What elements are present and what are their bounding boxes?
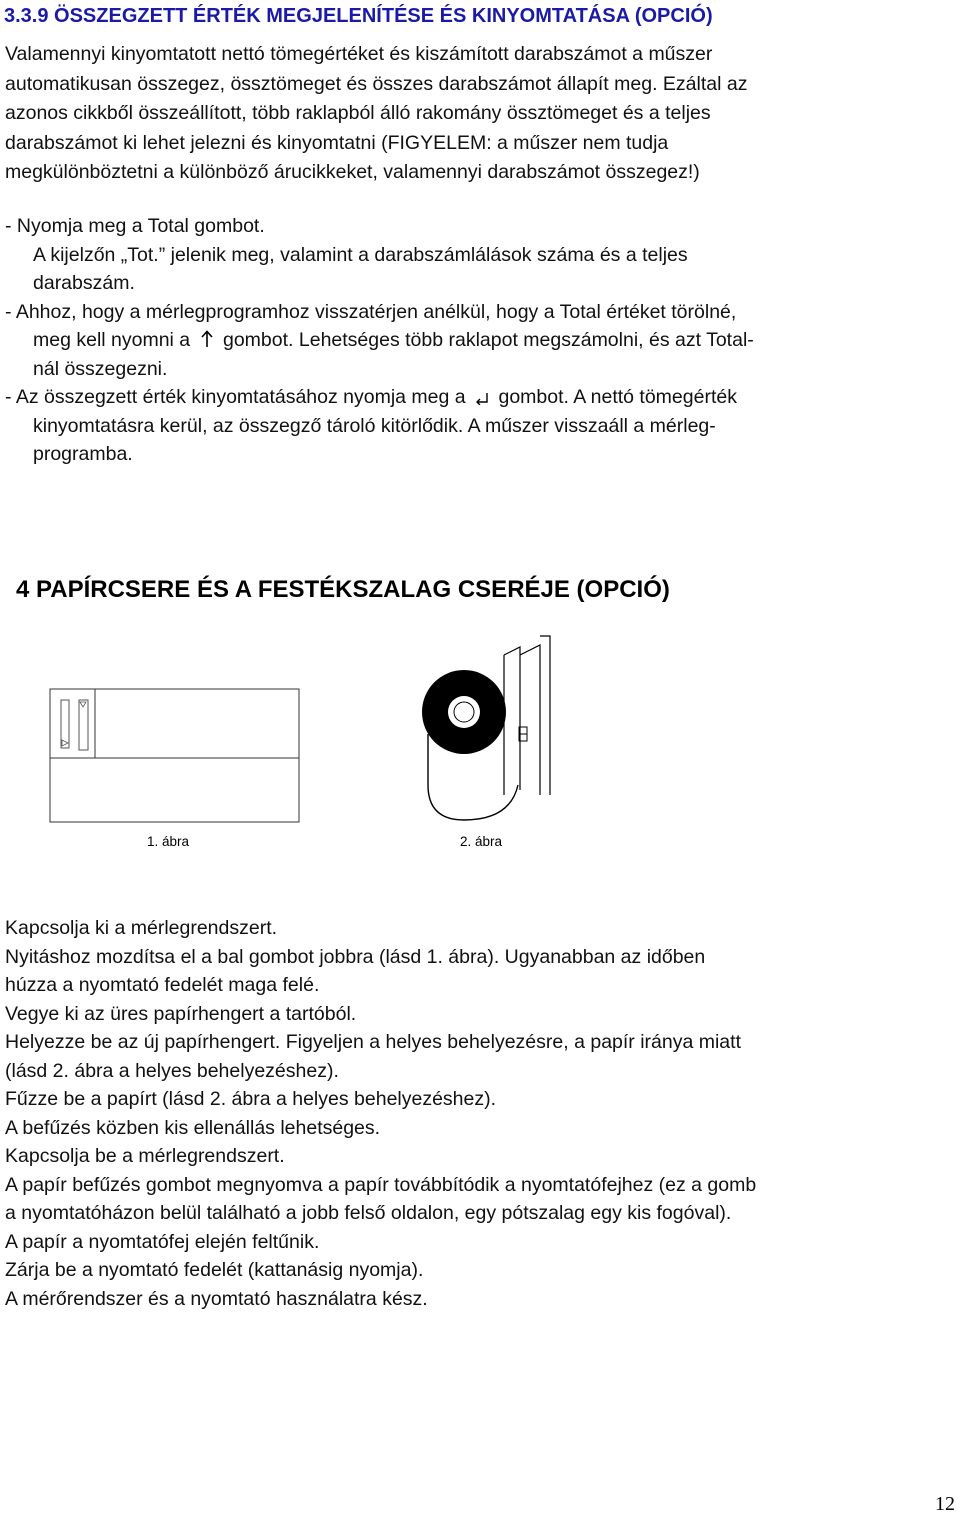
step-text: gombot. Lehetséges több raklapot megszámolni, és azt Total- (217, 329, 754, 351)
intro-paragraph (5, 40, 955, 188)
steps-list (5, 212, 955, 469)
instruction-line: Zárja be a nyomtató fedelét (kattanásig nyomja). (5, 1259, 424, 1281)
instruction-line: Fűzze be a papírt (lásd 2. ábra a helyes behelyezéshez). (5, 1088, 497, 1110)
figure-1-caption: 1. ábra (147, 834, 190, 849)
enter-return-icon (471, 383, 493, 412)
instruction-line: A befűzés közben kis ellenállás lehetséges. (5, 1116, 381, 1139)
step-line: A kijelzőn „Tot.” jelenik meg, valamint a darabszámlálások száma és a teljes (33, 243, 688, 266)
step-line (5, 326, 955, 355)
step-text: meg kell nyomni a (33, 329, 196, 351)
step-line: - Ahhoz, hogy a mérlegprogramhoz visszatérjen anélkül, hogy a Total értéket törölné, (5, 300, 737, 323)
intro-line: azonos cikkből összeállított, több raklapból álló rakomány össztömeget és a teljes (5, 102, 711, 124)
figure-2-paper-roll-drawing (420, 635, 560, 821)
figure-2-caption: 2. ábra (460, 834, 503, 849)
intro-line: automatikusan összegez, össztömeget és összes darabszámot állapít meg. Ezáltal az (5, 72, 748, 95)
instruction-line: húzza a nyomtató fedelét maga felé. (5, 974, 320, 996)
intro-line: Valamennyi kinyomtatott nettó tömegértéket és kiszámított darabszámot a műszer (5, 43, 713, 65)
intro-line: megkülönböztetni a különböző árucikkeket, valamennyi darabszámot összegez!) (5, 161, 700, 183)
instruction-line: Helyezze be az új papírhengert. Figyeljen a helyes behelyezésre, a papír iránya miatt (5, 1031, 741, 1053)
step-line: kinyomtatásra kerül, az összegző tároló kitörlődik. A műszer visszaáll a mérleg- (33, 414, 716, 437)
up-arrow-icon (196, 326, 218, 355)
chapter-heading: 4 PAPÍRCSERE ÉS A FESTÉKSZALAG CSERÉJE (OPCIÓ) (16, 576, 670, 603)
instruction-line: Vegye ki az üres papírhengert a tartóból. (5, 1002, 357, 1025)
step-text: - Az összegzett érték kinyomtatásához nyomja meg a (5, 386, 472, 408)
figure-1-printer-drawing (49, 688, 301, 824)
instruction-line: Nyitáshoz mozdítsa el a bal gombot jobbra (lásd 1. ábra). Ugyanabban az időben (5, 945, 706, 968)
instructions-list (5, 914, 960, 1313)
step-text: gombot. A nettó tömegérték (493, 386, 737, 408)
instruction-line: (lásd 2. ábra a helyes behelyezéshez). (5, 1059, 339, 1082)
page-number: 12 (935, 1493, 955, 1515)
instruction-line: A mérőrendszer és a nyomtató használatra kész. (5, 1287, 428, 1310)
step-line: programba. (33, 443, 133, 465)
step-line: darabszám. (33, 272, 135, 294)
instruction-line: Kapcsolja ki a mérlegrendszert. (5, 917, 278, 939)
instruction-line: Kapcsolja be a mérlegrendszert. (5, 1145, 285, 1167)
step-line: - Nyomja meg a Total gombot. (5, 215, 265, 237)
instruction-line: A papír a nyomtatófej elején feltűnik. (5, 1230, 320, 1253)
step-line: nál összegezni. (33, 357, 168, 380)
step-line (5, 383, 955, 412)
instruction-line: A papír befűzés gombot megnyomva a papír továbbítódik a nyomtatófejhez (ez a gomb (5, 1173, 757, 1196)
section-heading: 3.3.9 ÖSSZEGZETT ÉRTÉK MEGJELENÍTÉSE ÉS KINYOMTATÁSA (OPCIÓ) (4, 5, 713, 27)
intro-line: darabszámot ki lehet jelezni és kinyomtatni (FIGYELEM: a műszer nem tudja (5, 131, 669, 154)
instruction-line: a nyomtatóházon belül található a jobb felső oldalon, egy pótszalag egy kis fogóval). (5, 1202, 732, 1224)
